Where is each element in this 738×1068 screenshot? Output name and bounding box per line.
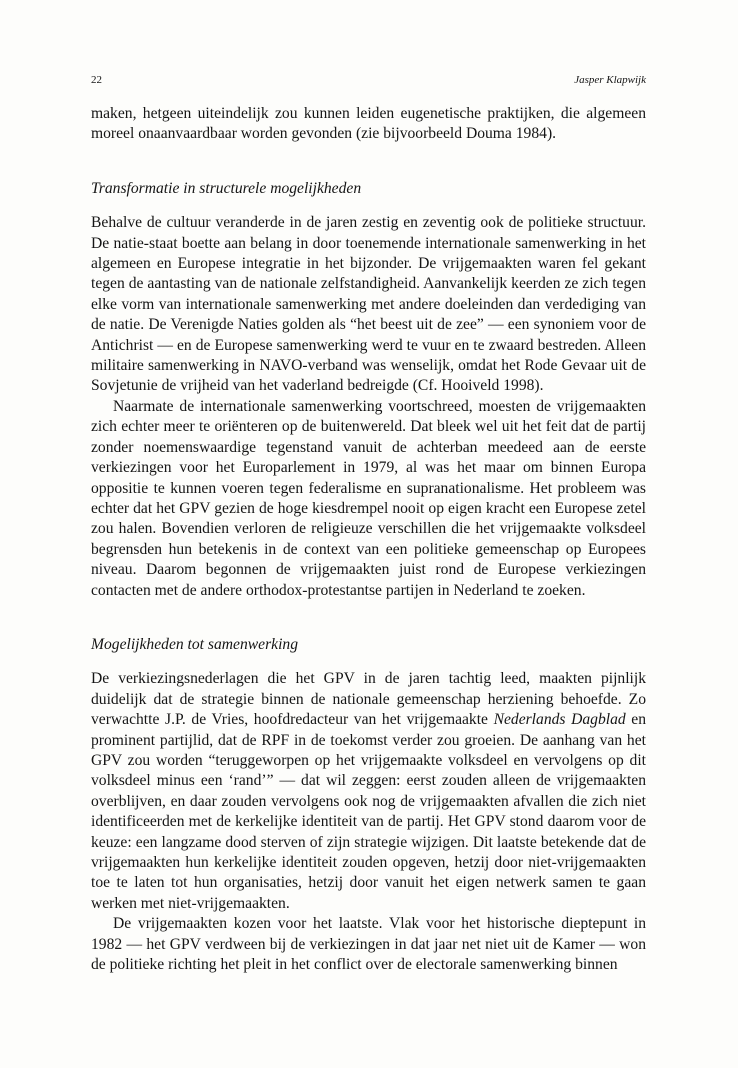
- paragraph: [91, 669, 646, 914]
- section-heading-transformatie: Transformatie in structurele mogelijkheden: [91, 179, 362, 197]
- paragraph: Behalve de cultuur veranderde in de jaren zestig en zeventig ook de politieke structuur. De natie-staat boette aan belang in door toenemende internationale samenwerking in het algemeen en Europese integratie in het bijzonder. De vrijgemaakten waren fel gekant tegen de aantasting van de nationale zelfstandigheid. Aanvankelijk keerden ze zich tegen elke vorm van internationale samenwerking met andere doeleinden dan verdediging van de natie. De Verenigde Naties golden als “het beest uit de zee” — een synoniem voor de Antichrist — en de Europese samenwerking werd te vuur en te zwaard bestreden. Alleen militaire samenwerking in NAVO-verband was wenselijk, omdat het Rode Gevaar uit de Sovjetunie de vrijheid van het vaderland bedreigde (Cf. Hooiveld 1998).: [91, 214, 646, 395]
- newspaper-title: Nederlands Dagblad: [493, 711, 626, 729]
- body-text: [91, 104, 646, 975]
- section-heading-mogelijkheden: Mogelijkheden tot samenwerking: [91, 635, 298, 653]
- intro-paragraph: maken, hetgeen uiteindelijk zou kunnen leiden eugenetische praktijken, die algemeen moreel onaanvaardbaar worden gevonden (zie bijvoorbeeld Douma 1984).: [91, 105, 646, 143]
- running-header: [91, 74, 646, 88]
- paragraph-text: De verkiezingsnederlagen die het GPV in de jaren tachtig leed, maakten pijnlijk duidelijk dat de strategie binnen de nationale gemeenschap herziening behoefde. Zo verwachtte J.P. de Vries, hoofdredacteur van het vrijgemaakte: [91, 670, 646, 729]
- author-name: Jasper Klapwijk: [574, 74, 646, 86]
- paragraph: De vrijgemaakten kozen voor het laatste. Vlak voor het historische dieptepunt in 1982 — het GPV verdween bij de verkiezingen in dat jaar net niet uit de Kamer — won de politieke richting het pleit in het conflict over de electorale samenwerking binnen: [91, 915, 646, 974]
- paragraph-text: en prominent partijlid, dat de RPF in de toekomst verder zou groeien. De aanhang van het GPV zou worden “teruggeworpen op het vrijgemaakte volksdeel en vervolgens op dit volksdeel minus een ‘rand’” — dat wil zeggen: eerst zouden alleen de vrijgemaakten overblijven, en daar zouden vervolgens ook nog de vrijgemaakten afvallen die zich niet identificeerden met de kerkelijke identiteit van de partij. Het GPV stond daarom voor de keuze: een langzame dood sterven of zijn strategie wijzigen. Dit laatste betekende dat de vrijgemaakten hun kerkelijke identiteit zouden opgeven, hetzij door niet-vrijgemaakten toe te laten tot hun organisaties, hetzij door vanuit het eigen netwerk samen te gaan werken met niet-vrijgemaakten.: [91, 711, 646, 912]
- paragraph: Naarmate de internationale samenwerking voortschreed, moesten de vrijgemaakten zich echter meer te oriënteren op de buitenwereld. Dat bleek wel uit het feit dat de partij zonder noemenswaardige tegenstand vanuit de achterban meedeed aan de eerste verkiezingen voor het Europarlement in 1979, al was het maar om binnen Europa oppositie te kunnen voeren tegen federalisme en supranationalisme. Het probleem was echter dat het GPV gezien de hoge kiesdrempel nooit op eigen kracht een Europese zetel zou halen. Bovendien verloren de religieuze verschillen die het vrijgemaakte volksdeel begrensden hun betekenis in de context van een politieke gemeenschap op Europees niveau. Daarom begonnen de vrijgemaakten juist rond de Europese verkiezingen contacten met de andere orthodox-protestantse partijen in Nederland te zoeken.: [91, 397, 646, 599]
- page-number: 22: [91, 74, 102, 86]
